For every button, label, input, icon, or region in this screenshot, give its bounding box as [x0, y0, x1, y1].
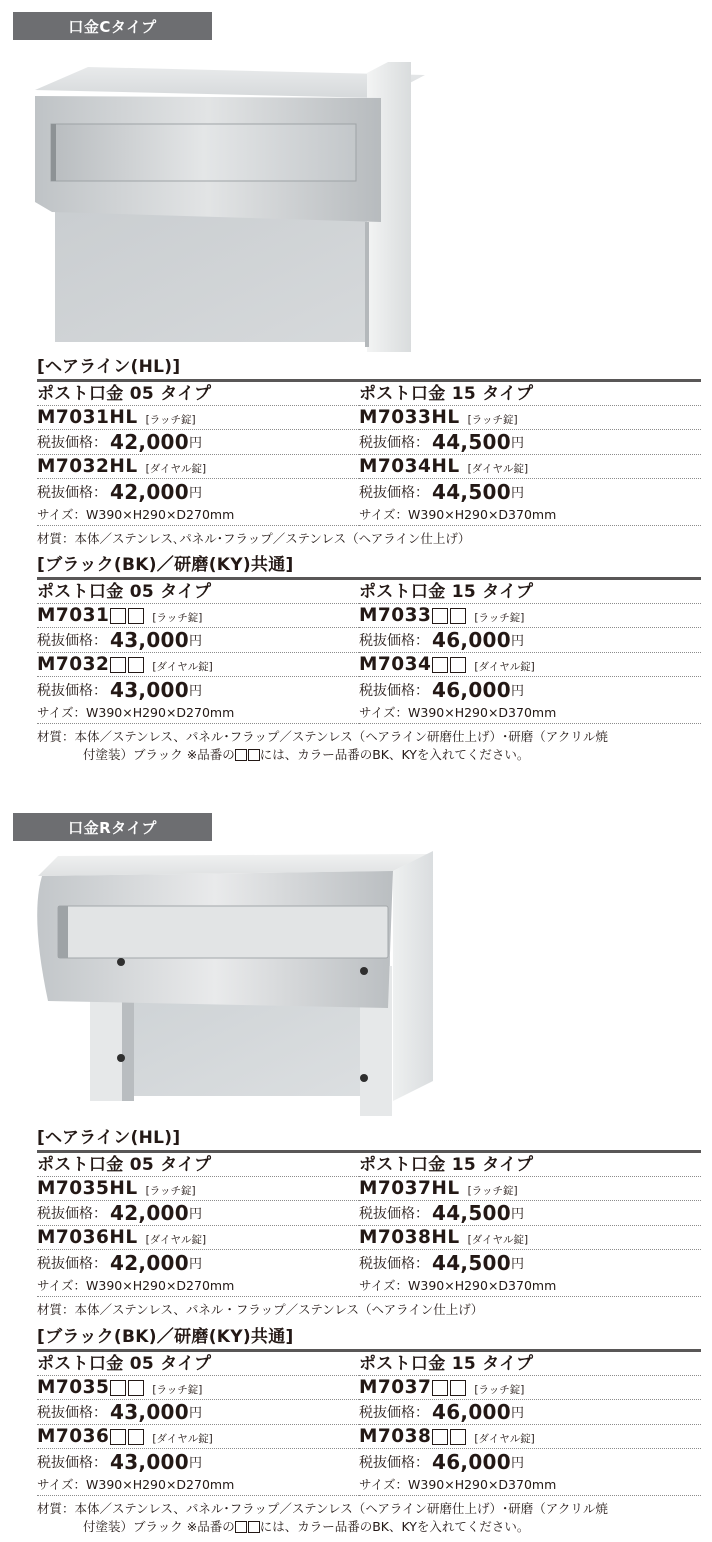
- model-code: M7031HL: [37, 407, 138, 428]
- model-row: [359, 653, 701, 677]
- yen-unit: 円: [510, 1456, 524, 1471]
- price-label: 税抜価格：: [37, 435, 107, 451]
- price-label: 税抜価格：: [359, 435, 429, 451]
- model-row: [359, 604, 701, 628]
- material-note: [37, 1500, 701, 1536]
- variant-title: [ヘアライン(HL)]: [37, 1128, 181, 1148]
- price-row: [359, 1201, 701, 1226]
- type-heading: ポスト口金 05 タイプ: [37, 580, 359, 604]
- model-row: [37, 1226, 359, 1250]
- material-line-2-post: には、カラー品番のBK、KYを入れてください。: [259, 1519, 530, 1534]
- yen-unit: 円: [188, 1456, 202, 1471]
- yen-unit: 円: [510, 1207, 524, 1222]
- variant-black-ky: [37, 554, 701, 764]
- material-note: 材質：本体／ステンレス、パネル・フラップ／ステンレス（ヘアライン仕上げ）: [37, 1302, 484, 1317]
- model-code: M7037: [359, 1377, 432, 1398]
- price-label: 税抜価格：: [359, 485, 429, 501]
- model-code: M7032: [37, 654, 110, 675]
- model-row: [37, 653, 359, 677]
- lock-type: [ダイヤル錠]: [467, 463, 529, 475]
- model-row: [37, 1376, 359, 1400]
- price-value: 46,000: [432, 1400, 511, 1424]
- price-value: 42,000: [110, 1251, 189, 1275]
- variant-hairline: [37, 356, 701, 548]
- material-line-2-post: には、カラー品番のBK、KYを入れてください。: [259, 747, 530, 762]
- lock-type: [ダイヤル錠]: [145, 463, 207, 475]
- material-line-2: [37, 1518, 701, 1536]
- model-code: M7034: [359, 654, 432, 675]
- model-code: M7033HL: [359, 407, 460, 428]
- lock-type: [ダイヤル錠]: [152, 661, 213, 673]
- yen-unit: 円: [188, 486, 202, 501]
- yen-unit: 円: [510, 1257, 524, 1272]
- size-row: サイズ：W390×H290×D370mm: [359, 504, 701, 526]
- price-label: 税抜価格：: [37, 683, 107, 699]
- price-row: [37, 1250, 359, 1275]
- type-heading: ポスト口金 15 タイプ: [359, 1153, 701, 1177]
- model-row: [37, 406, 359, 430]
- price-label: 税抜価格：: [37, 1206, 107, 1222]
- price-value: 42,000: [110, 480, 189, 504]
- section-badge: 口金Rタイプ: [13, 813, 212, 841]
- model-code: M7036HL: [37, 1227, 138, 1248]
- price-row: [37, 1400, 359, 1425]
- column-05-type: [37, 1352, 359, 1496]
- price-label: 税抜価格：: [359, 1206, 429, 1222]
- variant-hairline: [37, 1127, 701, 1319]
- model-row: [359, 1177, 701, 1201]
- type-heading: ポスト口金 05 タイプ: [37, 1352, 359, 1376]
- material-line-1: 材質：本体／ステンレス、パネル･フラップ／ステンレス（ヘアライン研磨仕上げ）･研磨（アクリル焼: [37, 729, 608, 744]
- price-value: 43,000: [110, 678, 189, 702]
- yen-unit: 円: [510, 436, 524, 451]
- yen-unit: 円: [510, 634, 524, 649]
- lock-type: [ダイヤル錠]: [152, 1433, 213, 1445]
- product-photo-c-type: [28, 62, 428, 352]
- size-row: サイズ：W390×H290×D370mm: [359, 1474, 701, 1496]
- price-label: 税抜価格：: [37, 485, 107, 501]
- product-photo-r-type: [28, 846, 448, 1121]
- yen-unit: 円: [188, 1406, 202, 1421]
- color-code-boxes: [432, 657, 466, 673]
- model-code: M7035: [37, 1377, 110, 1398]
- model-row: [359, 1425, 701, 1449]
- model-code: M7034HL: [359, 456, 460, 477]
- model-row: [359, 1376, 701, 1400]
- type-heading: ポスト口金 15 タイプ: [359, 1352, 701, 1376]
- model-row: [37, 1177, 359, 1201]
- model-code: M7032HL: [37, 456, 138, 477]
- color-code-boxes: [432, 1380, 466, 1396]
- lock-type: [ラッチ錠]: [474, 1384, 525, 1396]
- price-row: [37, 430, 359, 455]
- column-05-type: [37, 580, 359, 724]
- price-label: 税抜価格：: [359, 683, 429, 699]
- price-row: [359, 1400, 701, 1425]
- column-15-type: [359, 1153, 701, 1297]
- lock-type: [ラッチ錠]: [467, 414, 518, 426]
- column-15-type: [359, 1352, 701, 1496]
- price-value: 42,000: [110, 1201, 189, 1225]
- type-heading: ポスト口金 15 タイプ: [359, 382, 701, 406]
- type-heading: ポスト口金 15 タイプ: [359, 580, 701, 604]
- price-value: 43,000: [110, 1400, 189, 1424]
- variant-title: [ヘアライン(HL)]: [37, 357, 181, 377]
- price-row: [359, 430, 701, 455]
- size-row: サイズ：W390×H290×D270mm: [37, 702, 359, 724]
- price-label: 税抜価格：: [359, 1405, 429, 1421]
- material-line-2-pre: 付塗装）ブラック ※品番の: [83, 1519, 235, 1534]
- price-row: [37, 628, 359, 653]
- price-value: 46,000: [432, 628, 511, 652]
- lock-type: [ダイヤル錠]: [474, 1433, 535, 1445]
- yen-unit: 円: [510, 684, 524, 699]
- price-value: 46,000: [432, 1450, 511, 1474]
- price-label: 税抜価格：: [37, 1405, 107, 1421]
- lock-type: [ラッチ錠]: [474, 612, 525, 624]
- type-heading: ポスト口金 05 タイプ: [37, 1153, 359, 1177]
- variant-black-ky: [37, 1326, 701, 1536]
- model-code: M7033: [359, 605, 432, 626]
- section-badge: 口金Cタイプ: [13, 12, 212, 40]
- price-value: 46,000: [432, 678, 511, 702]
- color-code-boxes: [235, 1521, 260, 1533]
- model-row: [359, 1226, 701, 1250]
- model-code: M7037HL: [359, 1178, 460, 1199]
- color-code-boxes: [110, 657, 144, 673]
- color-code-boxes: [432, 608, 466, 624]
- price-row: [359, 1250, 701, 1275]
- size-row: サイズ：W390×H290×D270mm: [37, 504, 359, 526]
- price-value: 44,500: [432, 480, 511, 504]
- lock-type: [ラッチ錠]: [145, 414, 196, 426]
- yen-unit: 円: [510, 486, 524, 501]
- yen-unit: 円: [188, 634, 202, 649]
- column-05-type: [37, 1153, 359, 1297]
- yen-unit: 円: [188, 1207, 202, 1222]
- material-note: [37, 728, 701, 764]
- model-code: M7031: [37, 605, 110, 626]
- model-row: [37, 604, 359, 628]
- model-row: [359, 406, 701, 430]
- lock-type: [ダイヤル錠]: [467, 1234, 529, 1246]
- price-label: 税抜価格：: [37, 1256, 107, 1272]
- color-code-boxes: [110, 1429, 144, 1445]
- price-row: [37, 677, 359, 702]
- price-row: [359, 628, 701, 653]
- model-row: [37, 455, 359, 479]
- variant-title: [ブラック(BK)／研磨(KY)共通]: [37, 1327, 294, 1347]
- price-row: [359, 677, 701, 702]
- column-05-type: [37, 382, 359, 526]
- yen-unit: 円: [510, 1406, 524, 1421]
- color-code-boxes: [110, 608, 144, 624]
- variant-title: [ブラック(BK)／研磨(KY)共通]: [37, 555, 294, 575]
- model-code: M7038: [359, 1426, 432, 1447]
- price-label: 税抜価格：: [359, 1256, 429, 1272]
- price-value: 42,000: [110, 430, 189, 454]
- price-row: [37, 479, 359, 504]
- material-note: 材質：本体／ステンレス､パネル･フラップ／ステンレス（ヘアライン仕上げ）: [37, 531, 471, 546]
- price-label: 税抜価格：: [359, 1455, 429, 1471]
- size-row: サイズ：W390×H290×D370mm: [359, 1275, 701, 1297]
- model-row: [359, 455, 701, 479]
- column-15-type: [359, 382, 701, 526]
- type-heading: ポスト口金 05 タイプ: [37, 382, 359, 406]
- price-row: [37, 1449, 359, 1474]
- model-code: M7038HL: [359, 1227, 460, 1248]
- material-line-1: 材質：本体／ステンレス、パネル･フラップ／ステンレス（ヘアライン研磨仕上げ）･研磨（アクリル焼: [37, 1501, 608, 1516]
- price-value: 43,000: [110, 1450, 189, 1474]
- material-line-2-pre: 付塗装）ブラック ※品番の: [83, 747, 235, 762]
- color-code-boxes: [235, 749, 260, 761]
- yen-unit: 円: [188, 436, 202, 451]
- lock-type: [ダイヤル錠]: [145, 1234, 207, 1246]
- lock-type: [ダイヤル錠]: [474, 661, 535, 673]
- price-label: 税抜価格：: [37, 633, 107, 649]
- material-line-2: [37, 746, 701, 764]
- lock-type: [ラッチ錠]: [145, 1185, 196, 1197]
- lock-type: [ラッチ錠]: [152, 612, 203, 624]
- color-code-boxes: [432, 1429, 466, 1445]
- column-15-type: [359, 580, 701, 724]
- size-row: サイズ：W390×H290×D270mm: [37, 1474, 359, 1496]
- model-code: M7036: [37, 1426, 110, 1447]
- price-label: 税抜価格：: [359, 633, 429, 649]
- lock-type: [ラッチ錠]: [152, 1384, 203, 1396]
- price-value: 43,000: [110, 628, 189, 652]
- price-row: [359, 479, 701, 504]
- color-code-boxes: [110, 1380, 144, 1396]
- yen-unit: 円: [188, 684, 202, 699]
- model-row: [37, 1425, 359, 1449]
- price-value: 44,500: [432, 1201, 511, 1225]
- price-row: [359, 1449, 701, 1474]
- size-row: サイズ：W390×H290×D270mm: [37, 1275, 359, 1297]
- price-label: 税抜価格：: [37, 1455, 107, 1471]
- price-value: 44,500: [432, 430, 511, 454]
- yen-unit: 円: [188, 1257, 202, 1272]
- price-value: 44,500: [432, 1251, 511, 1275]
- model-code: M7035HL: [37, 1178, 138, 1199]
- lock-type: [ラッチ錠]: [467, 1185, 518, 1197]
- size-row: サイズ：W390×H290×D370mm: [359, 702, 701, 724]
- price-row: [37, 1201, 359, 1226]
